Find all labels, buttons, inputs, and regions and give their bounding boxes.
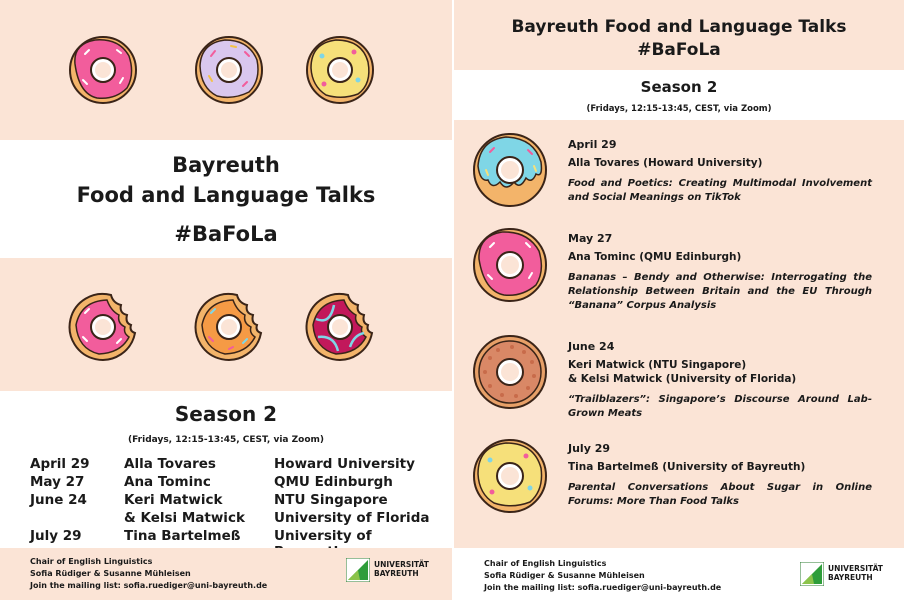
bitten-pink-donut-icon xyxy=(66,290,140,364)
logo-line2: BAYREUTH xyxy=(374,569,419,578)
talk-item xyxy=(568,340,872,421)
schedule-affiliation: University of xyxy=(274,528,372,544)
schedule-date: April 29 xyxy=(30,456,90,472)
university-logo-icon xyxy=(800,562,824,586)
left-title xyxy=(0,150,452,210)
blue-donut-icon xyxy=(470,130,550,210)
logo-line1: UNIVERSITÄT xyxy=(374,560,429,569)
talk-title: Food and Poetics: Creating Multimodal Involvement and Social Meanings on TikTok xyxy=(568,178,872,203)
yellow-donut-icon xyxy=(303,33,377,107)
schedule-speaker: Keri Matwick xyxy=(124,492,223,508)
schedule-speaker: Ana Tominc xyxy=(124,474,211,490)
university-logo-icon xyxy=(346,558,370,582)
talk-item xyxy=(568,232,872,313)
lilac-donut-icon xyxy=(192,33,266,107)
schedule-row xyxy=(30,474,440,492)
right-title xyxy=(454,16,904,62)
talk-title: Parental Conversations About Sugar in Online Forums: More Than Food Talks xyxy=(568,482,872,507)
right-hashtag: #BaFoLa xyxy=(637,40,721,60)
schedule-row xyxy=(30,510,440,528)
left-title-line1: Bayreuth xyxy=(172,153,280,177)
left-subtitle: (Fridays, 12:15-13:45, CEST, via Zoom) xyxy=(128,435,324,445)
schedule-row xyxy=(30,456,440,474)
schedule-speaker: Alla Tovares xyxy=(124,456,216,472)
footer-chair: Chair of English Linguistics xyxy=(484,559,607,568)
logo-line2: BAYREUTH xyxy=(828,573,873,582)
schedule-affiliation: NTU Singapore xyxy=(274,492,388,508)
left-title-line2: Food and Language Talks xyxy=(76,183,376,207)
left-footer xyxy=(0,548,452,600)
pink-donut-icon xyxy=(470,225,550,305)
talk-date: June 24 xyxy=(568,340,615,353)
talk-title: Bananas – Bendy and Otherwise: Interrogating the Relationship Between Britain and the EU Through “Banana” Corpus Analysis xyxy=(568,272,872,311)
footer-organizers: Sofia Rüdiger & Susanne Mühleisen xyxy=(484,571,645,580)
schedule-table xyxy=(30,456,440,546)
logo-text xyxy=(374,560,429,578)
left-hashtag: #BaFoLa xyxy=(174,222,278,246)
schedule-affiliation: Howard University xyxy=(274,456,415,472)
talk-item xyxy=(568,138,872,205)
right-talks-band xyxy=(454,120,904,550)
schedule-date: May 27 xyxy=(30,474,85,490)
middle-donut-band xyxy=(0,258,452,391)
talk-title: “Trailblazers”: Singapore’s Discourse Around Lab-Grown Meats xyxy=(568,394,872,419)
yellow-donut-icon xyxy=(470,436,550,516)
footer-mailing-list[interactable]: Join the mailing list: sofia.ruediger@uni-bayreuth.de xyxy=(484,583,722,592)
talk-date: May 27 xyxy=(568,232,613,245)
talk-speaker: Tina Bartelmeß (University of Bayreuth) xyxy=(568,461,806,473)
bitten-orange-donut-icon xyxy=(192,290,266,364)
pink-donut-icon xyxy=(66,33,140,107)
right-subtitle: (Fridays, 12:15-13:45, CEST, via Zoom) xyxy=(586,104,772,114)
right-title-text: Bayreuth Food and Language Talks xyxy=(511,17,847,37)
left-season: Season 2 xyxy=(174,402,278,426)
university-logo xyxy=(346,558,429,586)
footer-mailing-list[interactable]: Join the mailing list: sofia.ruediger@uni-bayreuth.de xyxy=(30,581,268,590)
schedule-row xyxy=(30,492,440,510)
schedule-row xyxy=(30,528,440,546)
talk-speaker: Ana Tominc (QMU Edinburgh) xyxy=(568,251,742,263)
schedule-date: June 24 xyxy=(30,492,87,508)
top-donut-band xyxy=(0,0,452,140)
right-footer xyxy=(454,548,904,600)
right-poster xyxy=(454,0,904,600)
bitten-striped-donut-icon xyxy=(303,290,377,364)
talk-date: April 29 xyxy=(568,138,617,151)
footer-text xyxy=(30,556,267,592)
logo-text xyxy=(828,564,883,582)
brown-donut-icon xyxy=(470,332,550,412)
schedule-speaker: & Kelsi Matwick xyxy=(124,510,245,526)
schedule-affiliation: QMU Edinburgh xyxy=(274,474,393,490)
logo-line1: UNIVERSITÄT xyxy=(828,564,883,573)
schedule-date: July 29 xyxy=(30,528,82,544)
footer-organizers: Sofia Rüdiger & Susanne Mühleisen xyxy=(30,569,191,578)
talk-item xyxy=(568,442,872,509)
schedule-affiliation: University of Florida xyxy=(274,510,430,526)
university-logo xyxy=(800,562,883,590)
talk-speaker: Alla Tovares (Howard University) xyxy=(568,157,763,169)
talk-speaker-2: & Kelsi Matwick (University of Florida) xyxy=(568,373,797,385)
footer-text xyxy=(484,558,721,594)
talk-speaker: Keri Matwick (NTU Singapore) xyxy=(568,359,747,371)
right-title-band xyxy=(454,0,904,70)
footer-chair: Chair of English Linguistics xyxy=(30,557,153,566)
right-season: Season 2 xyxy=(640,78,718,96)
talk-date: July 29 xyxy=(568,442,611,455)
schedule-speaker: Tina Bartelmeß xyxy=(124,528,241,544)
